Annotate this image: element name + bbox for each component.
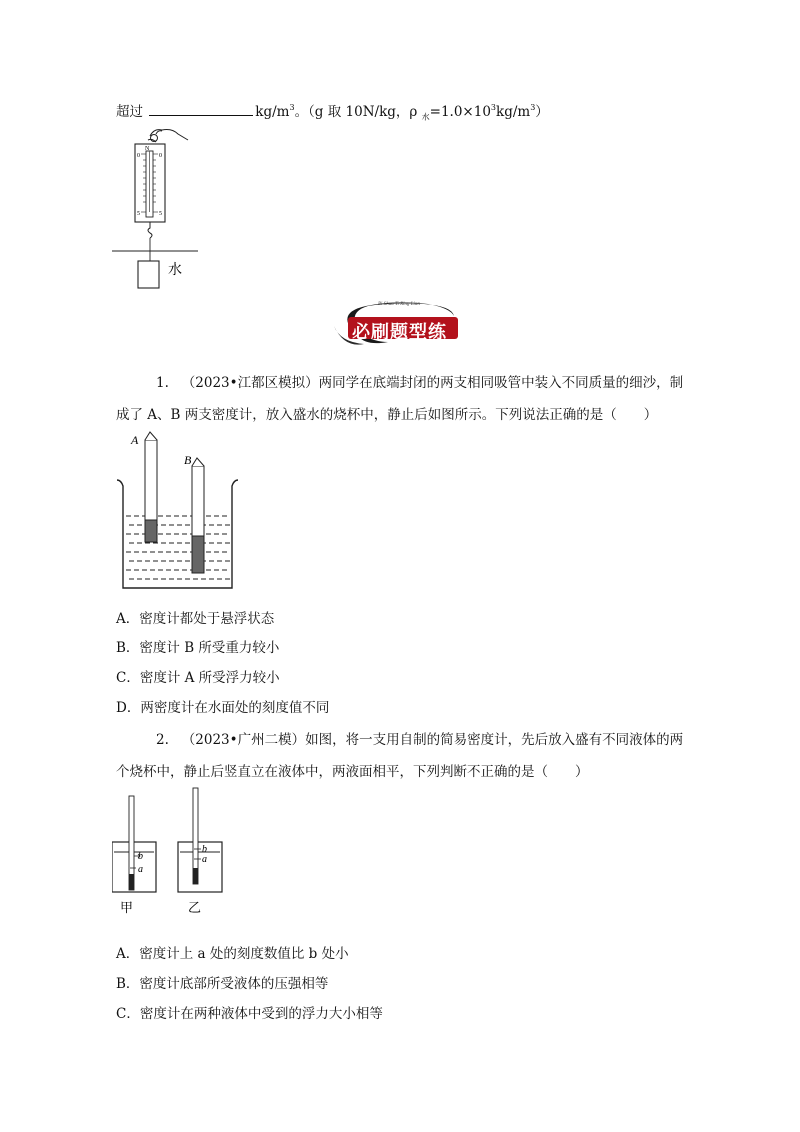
hydrometer-jia-weight xyxy=(129,874,134,890)
rho-value: =1.0×10 xyxy=(429,104,491,120)
tube-a-sand xyxy=(145,520,157,542)
label-jia-b: b xyxy=(138,851,143,862)
q1-option-b[interactable]: B．密度计 B 所受重力较小 xyxy=(116,640,280,656)
q1-number: 1. xyxy=(156,375,169,391)
q1-text1: （2023•江都区模拟）两同学在底端封闭的两支相同吸管中装入不同质量的细沙，制 xyxy=(181,375,684,391)
rho-exp: 3 xyxy=(490,103,497,112)
hand-icon xyxy=(148,130,188,143)
q2-figure xyxy=(112,786,232,920)
rho-unit: kg/m xyxy=(496,104,531,120)
scale-mark-left-5: 5 xyxy=(137,211,140,217)
water-dashes xyxy=(126,516,230,579)
label-yi-a: a xyxy=(202,854,207,865)
after-unit: 。（g 取 10N/kg，ρ xyxy=(294,104,422,120)
banner-logo xyxy=(330,300,470,348)
q2-option-a[interactable]: A．密度计上 a 处的刻度数值比 b 处小 xyxy=(116,946,349,962)
rho-sub: 水 xyxy=(421,112,430,122)
rho-unit-exp: 3 xyxy=(530,103,536,112)
block xyxy=(138,261,159,288)
banner-script: Bi Shua Ti Xing Lian xyxy=(378,302,420,307)
q2-text1: （2023•广州二模）如图，将一支用自制的简易密度计，先后放入盛有不同液体的两 xyxy=(181,732,684,748)
label-a: A xyxy=(131,433,139,447)
scale-mark-left-0: 0 xyxy=(137,153,140,159)
q2-option-c[interactable]: C．密度计在两种液体中受到的浮力大小相等 xyxy=(116,1006,383,1022)
tube-b-sand xyxy=(192,536,204,573)
q1-line1 xyxy=(156,373,683,393)
label-yi: 乙 xyxy=(188,900,202,915)
unit-exp: 3 xyxy=(289,103,295,112)
hydrometer-yi-weight xyxy=(193,868,198,884)
water-label: 水 xyxy=(168,263,182,278)
q2-line2: 个烧杯中，静止后竖直立在液体中，两液面相平，下列判断不正确的是（ ） xyxy=(116,764,589,780)
label-jia: 甲 xyxy=(120,900,134,915)
q2-number: 2. xyxy=(156,732,169,748)
q1-line2: 成了 A、B 两支密度计，放入盛水的烧杯中，静止后如图所示。下列说法正确的是（ ） xyxy=(116,407,658,423)
q1-beaker-figure xyxy=(112,430,242,598)
q2-line1 xyxy=(156,730,683,750)
scale-hook xyxy=(148,222,152,238)
scale-top-letter: N xyxy=(145,146,150,152)
scale-mark-right-5: 5 xyxy=(159,211,162,217)
q2-option-b[interactable]: B．密度计底部所受液体的压强相等 xyxy=(116,976,329,992)
beaker-yi xyxy=(178,842,222,892)
scale-mark-right-0: 0 xyxy=(159,153,162,159)
label-yi-b: b xyxy=(202,844,207,855)
label-b: B xyxy=(184,453,192,467)
answer-blank[interactable] xyxy=(149,101,253,116)
top-prefix: 超过 xyxy=(116,104,143,120)
q1-option-d[interactable]: D．两密度计在水面处的刻度值不同 xyxy=(116,700,330,716)
banner-title: 必刷题型练 xyxy=(352,322,447,343)
unit: kg/m xyxy=(255,104,290,120)
close-paren: ） xyxy=(535,104,549,120)
q1-option-c[interactable]: C．密度计 A 所受浮力较小 xyxy=(116,670,280,686)
spring-scale-figure xyxy=(112,124,212,294)
q1-option-a[interactable]: A．密度计都处于悬浮状态 xyxy=(116,611,275,627)
label-jia-a: a xyxy=(138,864,143,875)
